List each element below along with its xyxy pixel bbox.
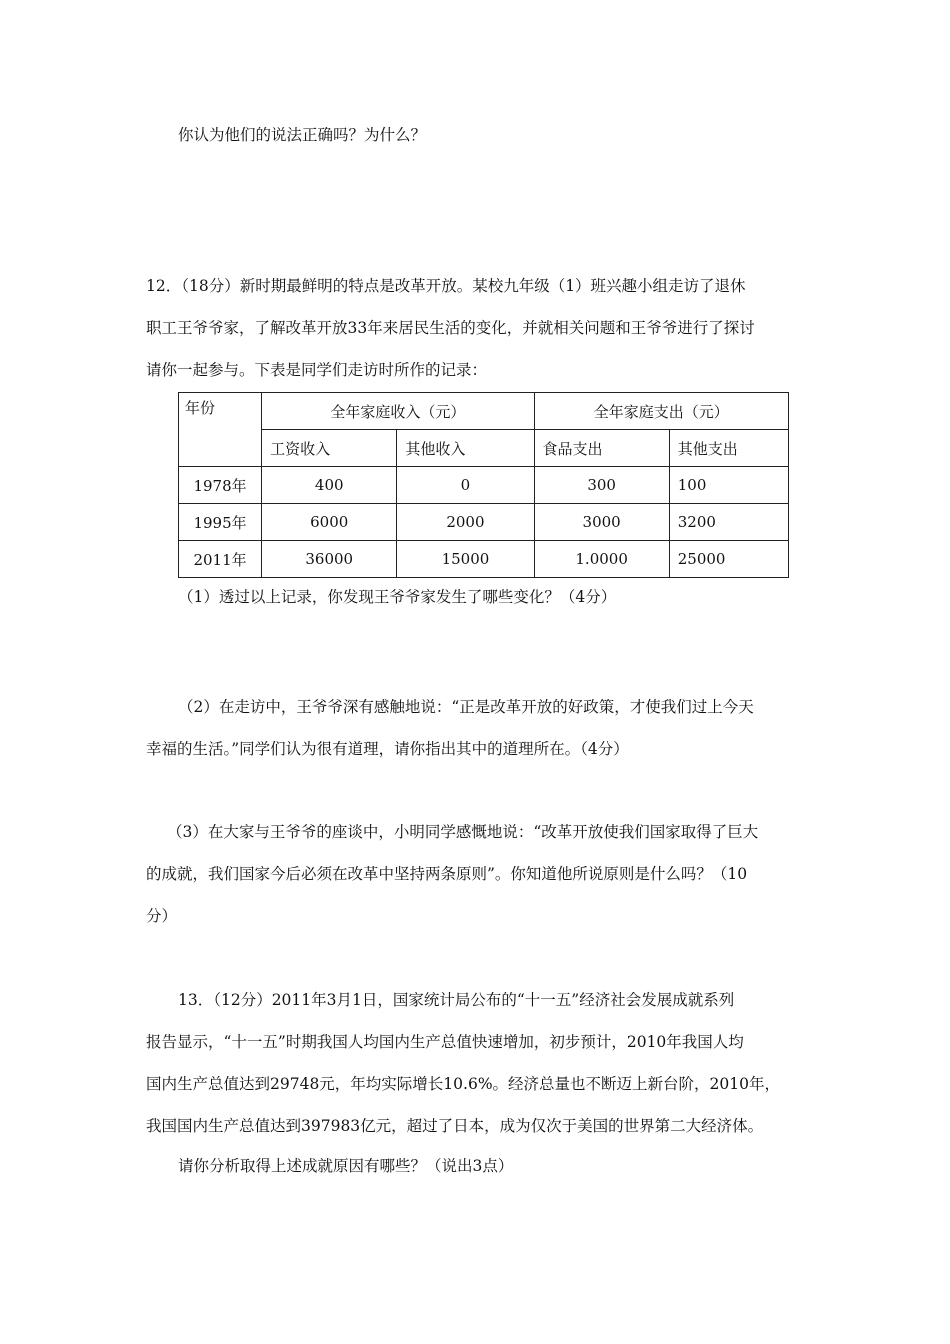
year-cell: 1978年: [179, 467, 262, 504]
other-income-header: 其他收入: [397, 430, 534, 467]
wage-cell: 400: [262, 467, 397, 504]
record-table: [178, 392, 789, 578]
other-income-cell: 15000: [397, 541, 534, 578]
expense-header: 全年家庭支出（元）: [534, 393, 788, 430]
food-cell: 1.0000: [534, 541, 669, 578]
q12-sub-question-1: （1）透过以上记录，你发现王爷爷家发生了哪些变化？（4分）: [178, 588, 617, 606]
food-expense-header: 食品支出: [534, 430, 669, 467]
q12-text-line-1: 12．（18分）新时期最鲜明的特点是改革开放。某校九年级（1）班兴趣小组走访了退休: [146, 277, 746, 295]
q12-text-line-2: 职工王爷爷家，了解改革开放33年来居民生活的变化，并就相关问题和王爷爷进行了探讨: [146, 319, 755, 337]
q13-text-line-2: 报告显示，“十一五”时期我国人均国内生产总值快速增加，初步预计，2010年我国人均: [146, 1033, 744, 1051]
question-prompt: 你认为他们的说法正确吗？为什么？: [178, 126, 427, 144]
q12-sub-question-2-line-2: 幸福的生活。”同学们认为很有道理，请你指出其中的道理所在。（4分）: [146, 740, 629, 758]
q12-sub-question-3-line-3: 分）: [146, 907, 178, 925]
table-subheader-row: [179, 430, 789, 467]
year-cell: 2011年: [179, 541, 262, 578]
q12-sub-question-3-line-1: （3）在大家与王爷爷的座谈中，小明同学感慨地说：“改革开放使我们国家取得了巨大: [167, 823, 759, 841]
wage-income-header: 工资收入: [262, 430, 397, 467]
q13-text-line-1: 13．（12分）2011年3月1日，国家统计局公布的“十一五”经济社会发展成就系列: [178, 991, 735, 1009]
other-expense-cell: 3200: [669, 504, 788, 541]
year-header: 年份: [179, 393, 262, 467]
table-row: [179, 467, 789, 504]
table-header-row: [179, 393, 789, 430]
q13-text-line-3: 国内生产总值达到29748元，年均实际增长10.6%。经济总量也不断迈上新台阶，2010年，: [146, 1075, 780, 1093]
q12-sub-question-3-line-2: 的成就，我们国家今后必须在改革中坚持两条原则”。你知道他所说原则是什么吗？（10: [146, 865, 748, 883]
other-expense-cell: 25000: [669, 541, 788, 578]
q12-text-line-3: 请你一起参与。下表是同学们走访时所作的记录：: [146, 361, 488, 379]
q13-question: 请你分析取得上述成就原因有哪些？（说出3点）: [178, 1157, 514, 1175]
wage-cell: 6000: [262, 504, 397, 541]
other-income-cell: 2000: [397, 504, 534, 541]
table-row: [179, 541, 789, 578]
income-header: 全年家庭收入（元）: [262, 393, 534, 430]
other-expense-cell: 100: [669, 467, 788, 504]
food-cell: 300: [534, 467, 669, 504]
wage-cell: 36000: [262, 541, 397, 578]
q13-text-line-4: 我国国内生产总值达到397983亿元，超过了日本，成为仅次于美国的世界第二大经济体。: [146, 1117, 764, 1135]
table-row: [179, 504, 789, 541]
food-cell: 3000: [534, 504, 669, 541]
year-cell: 1995年: [179, 504, 262, 541]
other-income-cell: 0: [397, 467, 534, 504]
other-expense-header: 其他支出: [669, 430, 788, 467]
q12-sub-question-2-line-1: （2）在走访中，王爷爷深有感触地说：“正是改革开放的好政策，才使我们过上今天: [178, 698, 754, 716]
